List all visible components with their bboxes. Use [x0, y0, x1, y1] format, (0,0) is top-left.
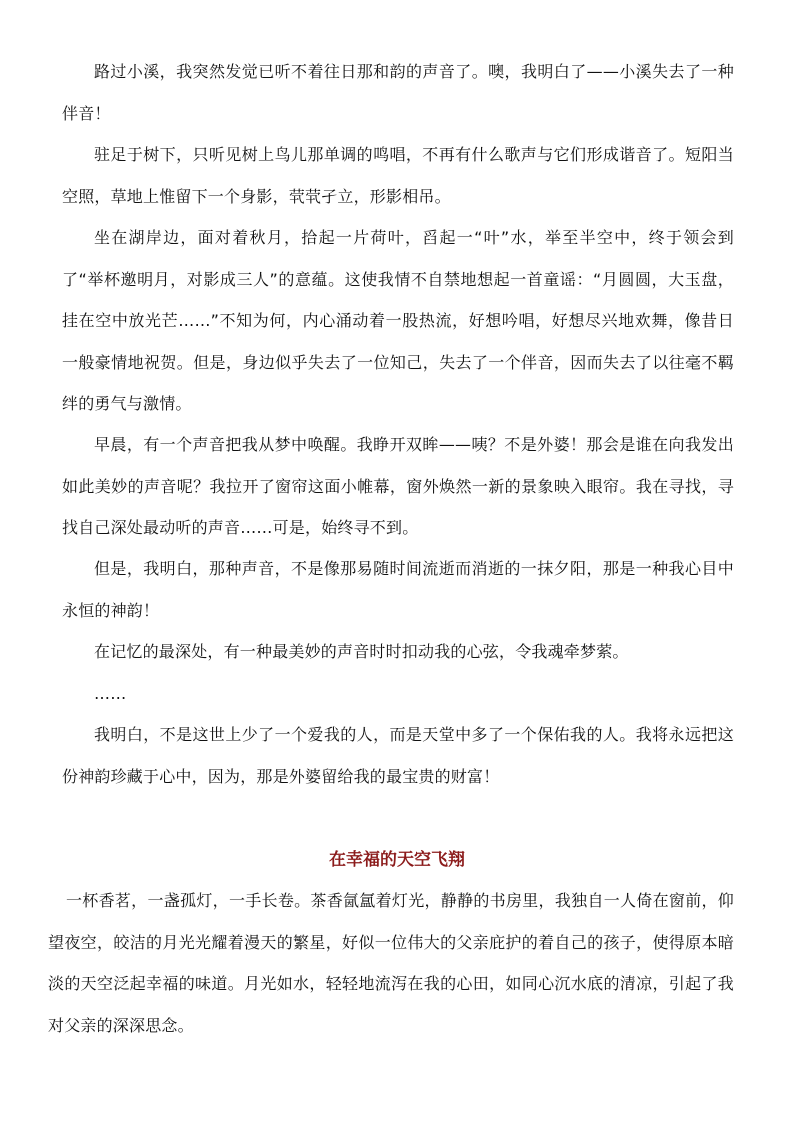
- paragraph-closing: 我明白，不是这世上少了一个爱我的人，而是天堂中多了一个保佑我的人。我将永远把这份神韵珍藏于心中，因为，那是外婆留给我的最宝贵的财富！: [62, 725, 734, 786]
- paragraph-understand: 但是，我明白，那种声音，不是像那易随时间流逝而消逝的一抹夕阳，那是一种我心目中永恒的神韵！: [62, 559, 734, 620]
- paragraph-lake: 坐在湖岸边，面对着秋月，拾起一片荷叶，舀起一“叶”水，举至半空中，终于领会到了“举杯邀明月，对影成三人”的意蕴。这使我情不自禁地想起一首童谣：“月圆圆，大玉盘，挂在空中放光芒……”不知为何，内心涌动着一股热流，好想吟唱，好想尽兴地欢舞，像昔日一般豪情地祝贺。但是，身边似乎失去了一位知己，失去了一个伴音，因而失去了以往毫不羁绊的勇气与激情。: [62, 228, 734, 413]
- paragraph-tree: 驻足于树下，只听见树上鸟儿那单调的鸣唱，不再有什么歌声与它们形成谐音了。短阳当空照，草地上惟留下一个身影，茕茕孑立，形影相吊。: [62, 145, 734, 206]
- essay-title: 在幸福的天空飞翔: [329, 850, 465, 870]
- paragraph-memory: 在记忆的最深处，有一种最美妙的声音时时扣动我的心弦，令我魂牵梦萦。: [94, 642, 629, 661]
- paragraph-ellipsis: ……: [94, 684, 127, 703]
- paragraph-stream: 路过小溪，我突然发觉已听不着往日那和韵的声音了。噢，我明白了——小溪失去了一种伴音！: [62, 62, 734, 123]
- paragraph-tea: 一杯香茗，一盏孤灯，一手长卷。茶香氤氲着灯光，静静的书房里，我独自一人倚在窗前，仰望夜空，皎洁的月光光耀着漫天的繁星，好似一位伟大的父亲庇护的着自己的孩子，使得原本暗淡的天空泛起幸福的味道。月光如水，轻轻地流泻在我的心田，如同心沉水底的清凉，引起了我对父亲的深深思念。: [48, 891, 734, 1035]
- paragraph-morning: 早晨，有一个声音把我从梦中唤醒。我睁开双眸——咦？不是外婆！那会是谁在向我发出如此美妙的声音呢？我拉开了窗帘这面小帷幕，窗外焕然一新的景象映入眼帘。我在寻找，寻找自己深处最动听的声音……可是，始终寻不到。: [62, 435, 734, 537]
